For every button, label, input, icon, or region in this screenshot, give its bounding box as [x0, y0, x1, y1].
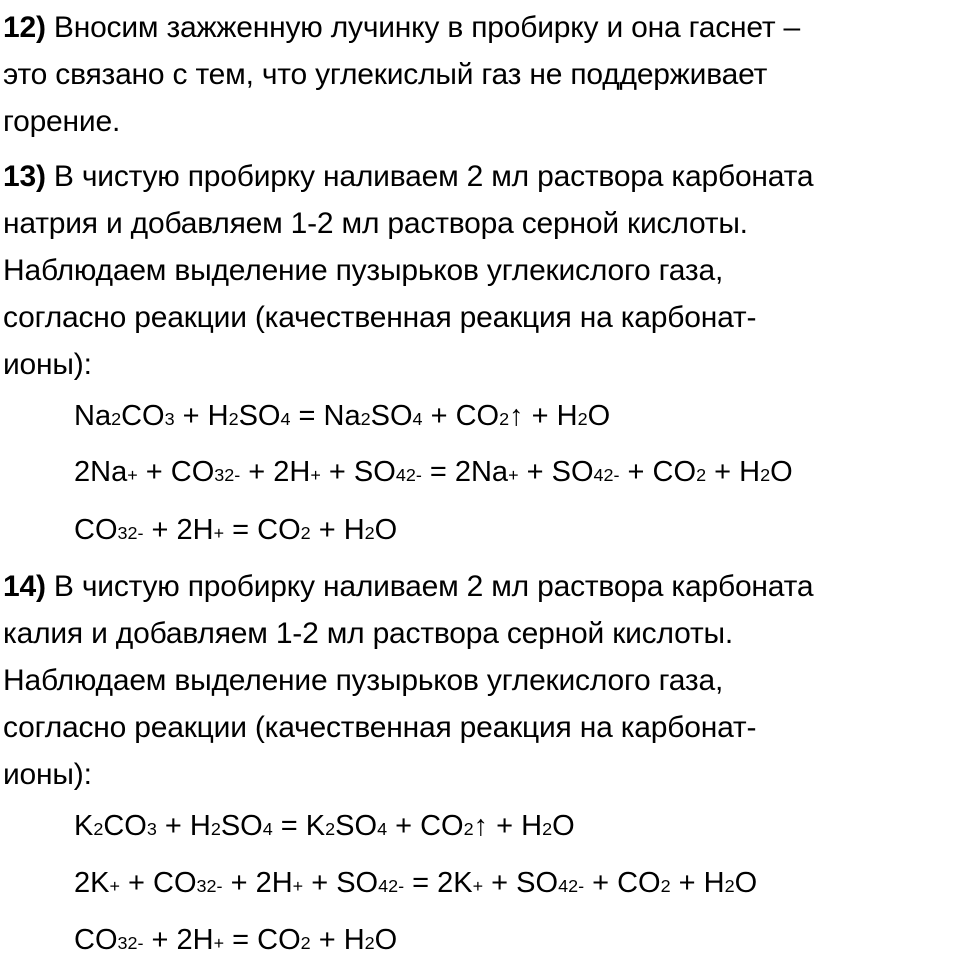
formula-text: SO: [220, 810, 263, 842]
item-13-line-2: натрия и добавляем 1-2 мл раствора серной кислоты.: [3, 207, 748, 240]
item-text: Вносим зажженную лучинку в пробирку и она гаснет –: [45, 11, 801, 44]
subscript: 4: [262, 819, 273, 839]
formula-text: Na: [74, 400, 112, 432]
formula-text: CO: [74, 924, 118, 956]
equation: [74, 396, 610, 439]
gas-arrow-icon: ↑: [473, 810, 489, 842]
formula-text: + SO: [320, 456, 396, 488]
formula-text: + H: [310, 514, 365, 546]
formula-text: = CO: [224, 514, 301, 546]
subscript: 4: [378, 876, 389, 896]
formula-text: + CO: [119, 867, 197, 899]
superscript: 2-: [127, 933, 144, 953]
item-14-line-4: согласно реакции (качественная реакция на карбонат-: [3, 711, 757, 744]
subscript: 3: [117, 933, 128, 953]
formula-text: + CO: [619, 456, 697, 488]
formula-text: 2Na: [74, 456, 128, 488]
formula-text: SO: [335, 810, 378, 842]
subscript: 3: [146, 819, 157, 839]
formula-text: + H: [523, 400, 578, 432]
equation: [74, 510, 397, 553]
formula-text: = 2Na: [421, 456, 509, 488]
formula-text: + H: [706, 456, 761, 488]
subscript: 4: [377, 819, 388, 839]
subscript: 2: [724, 876, 735, 896]
superscript: 2-: [224, 465, 241, 485]
subscript: 2: [364, 933, 375, 953]
formula-text: O: [734, 867, 758, 899]
superscript: 2-: [568, 876, 585, 896]
item-14-line-3: Наблюдаем выделение пузырьков углекислого газа,: [3, 664, 724, 697]
formula-text: O: [552, 810, 575, 842]
formula-text: = 2K: [404, 867, 473, 899]
item-14-line-1: [3, 563, 953, 610]
item-13-line-1: [3, 153, 953, 200]
equation: [74, 920, 397, 963]
superscript: 2-: [127, 523, 144, 543]
subscript: 4: [593, 465, 604, 485]
formula-text: + CO: [387, 810, 464, 842]
formula-text: + H: [670, 867, 725, 899]
formula-text: + CO: [584, 867, 661, 899]
subscript: 2: [542, 819, 553, 839]
subscript: 4: [280, 409, 291, 429]
equation: [74, 806, 575, 849]
subscript: 4: [558, 876, 569, 896]
item-number: 13): [3, 160, 46, 193]
formula-text: SO: [238, 400, 281, 432]
superscript: 2-: [603, 465, 620, 485]
formula-text: CO: [74, 514, 118, 546]
formula-text: O: [374, 514, 398, 546]
formula-text: O: [374, 924, 398, 956]
subscript: 3: [214, 465, 225, 485]
formula-text: + 2H: [143, 514, 214, 546]
formula-text: 2K: [74, 867, 110, 899]
subscript: 4: [412, 409, 423, 429]
item-12-line-1: [3, 4, 953, 51]
superscript: +: [213, 933, 225, 953]
subscript: 2: [760, 465, 771, 485]
item-12-line-2: это связано с тем, что углекислый газ не поддерживает: [3, 58, 768, 91]
subscript: 2: [696, 465, 707, 485]
subscript: 3: [164, 409, 175, 429]
gas-arrow-icon: ↑: [509, 400, 524, 432]
superscript: +: [472, 876, 484, 896]
item-14-line-2: калия и добавляем 1-2 мл раствора серной кислоты.: [3, 617, 733, 650]
formula-text: + SO: [303, 867, 379, 899]
superscript: 2-: [206, 876, 223, 896]
formula-text: + 2H: [240, 456, 311, 488]
subscript: 2: [660, 876, 671, 896]
subscript: 2: [577, 409, 588, 429]
item-number: 12): [3, 11, 46, 44]
item-13-line-5: ионы):: [3, 348, 92, 381]
formula-text: = CO: [224, 924, 301, 956]
superscript: +: [109, 876, 120, 896]
item-13-line-3: Наблюдаем выделение пузырьков углекислого газа,: [3, 254, 724, 287]
formula-text: = K: [272, 810, 326, 842]
superscript: +: [292, 876, 304, 896]
superscript: +: [508, 465, 519, 485]
formula-text: + SO: [518, 456, 594, 488]
subscript: 2: [210, 819, 221, 839]
superscript: 2-: [388, 876, 405, 896]
formula-text: CO: [121, 400, 165, 432]
equation: [74, 863, 757, 906]
subscript: 2: [325, 819, 336, 839]
superscript: 2-: [405, 465, 422, 485]
item-text: В чистую пробирку наливаем 2 мл раствора карбоната: [45, 570, 814, 603]
superscript: +: [127, 465, 138, 485]
formula-text: = Na: [290, 400, 361, 432]
item-13-line-4: согласно реакции (качественная реакция на карбонат-: [3, 301, 757, 334]
subscript: 3: [196, 876, 207, 896]
subscript: 4: [395, 465, 406, 485]
subscript: 2: [93, 819, 104, 839]
formula-text: SO: [370, 400, 413, 432]
equation: [74, 452, 793, 495]
subscript: 2: [364, 523, 375, 543]
subscript: 2: [499, 409, 510, 429]
subscript: 2: [300, 523, 311, 543]
subscript: 2: [228, 409, 239, 429]
superscript: +: [213, 523, 225, 543]
formula-text: + H: [488, 810, 543, 842]
item-12: [3, 4, 953, 145]
subscript: 3: [117, 523, 128, 543]
formula-text: + H: [156, 810, 211, 842]
subscript: 2: [360, 409, 371, 429]
formula-text: K: [74, 810, 94, 842]
item-14-line-5: ионы):: [3, 758, 92, 791]
subscript: 2: [111, 409, 122, 429]
subscript: 2: [300, 933, 311, 953]
formula-text: O: [587, 400, 611, 432]
item-12-line-3: горение.: [3, 105, 121, 138]
item-number: 14): [3, 570, 46, 603]
formula-text: + 2H: [222, 867, 293, 899]
formula-text: + 2H: [143, 924, 214, 956]
formula-text: + SO: [483, 867, 559, 899]
formula-text: + H: [174, 400, 229, 432]
formula-text: O: [770, 456, 793, 488]
formula-text: CO: [103, 810, 147, 842]
item-text: В чистую пробирку наливаем 2 мл раствора карбоната: [45, 160, 814, 193]
subscript: 2: [463, 819, 474, 839]
formula-text: + H: [310, 924, 365, 956]
formula-text: + CO: [137, 456, 215, 488]
formula-text: + CO: [422, 400, 500, 432]
superscript: +: [310, 465, 321, 485]
item-14: [3, 563, 953, 798]
item-13: [3, 153, 953, 388]
